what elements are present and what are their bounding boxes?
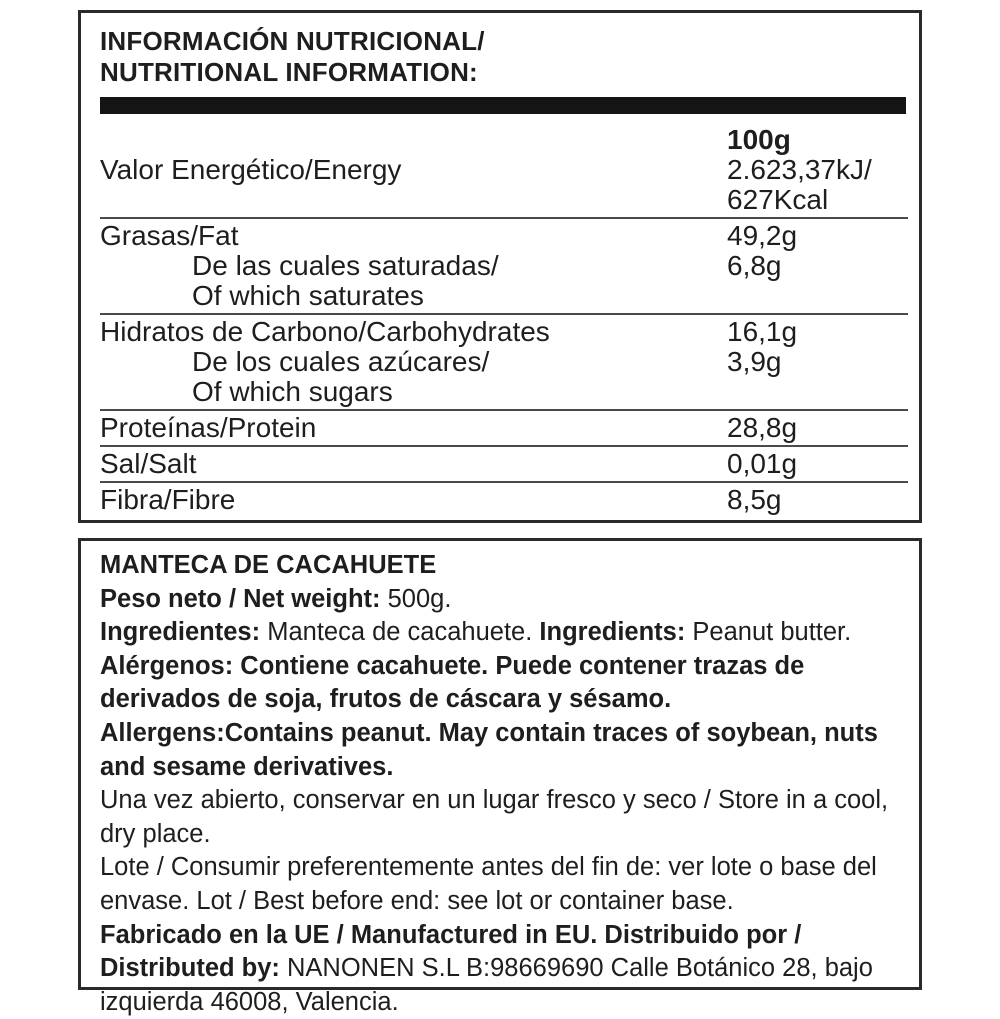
nutrition-panel-title <box>100 26 919 88</box>
row-label: Fibra/Fibre <box>100 484 236 515</box>
row-value: 8,5g <box>727 484 782 515</box>
ingredients-label-es: Ingredientes: <box>100 618 261 647</box>
column-header-100g: 100g <box>727 124 791 155</box>
row-label: Grasas/Fat <box>100 220 239 251</box>
net-weight-line <box>100 583 910 617</box>
nutrition-facts-panel <box>78 10 922 523</box>
row-label: Proteínas/Protein <box>100 412 317 443</box>
storage-line: Una vez abierto, conservar en un lugar fresco y seco / Store in a cool, dry place. <box>100 786 889 848</box>
distributor-value: NANONEN S.L B:98669690 Calle Botánico 28, bajo izquierda 46008, Valencia. <box>100 954 873 1016</box>
row-saturates <box>100 251 908 311</box>
ingredients-line <box>100 616 910 650</box>
row-separator <box>100 217 908 219</box>
table-header-row <box>100 125 908 155</box>
row-separator <box>100 313 908 315</box>
row-label: Valor Energético/Energy <box>100 154 402 185</box>
ingredients-label-en: Ingredients: <box>539 618 686 647</box>
product-info-panel <box>78 538 922 1016</box>
row-separator <box>100 445 908 447</box>
row-protein <box>100 413 908 443</box>
row-fat <box>100 221 908 251</box>
net-weight-label: Peso neto / Net weight: <box>100 584 381 613</box>
row-value <box>727 155 908 215</box>
sugars-label-en: Of which sugars <box>192 376 393 407</box>
saturates-label-es: De las cuales saturadas/ <box>192 250 499 281</box>
nutrition-title-line-en: NUTRITIONAL INFORMATION: <box>100 57 478 87</box>
saturates-label-en: Of which saturates <box>192 280 424 311</box>
row-value: 0,01g <box>727 448 798 479</box>
divider-bar <box>100 97 906 114</box>
row-label: Hidratos de Carbono/Carbohydrates <box>100 316 550 347</box>
distributor-label: Fabricado en la UE / Manufactured in EU. Distribuido por / Distributed by: <box>100 920 802 983</box>
nutrition-title-line-es: INFORMACIÓN NUTRICIONAL/ <box>100 26 485 56</box>
ingredients-value-es: Manteca de cacahuete. <box>260 618 540 647</box>
row-value: 6,8g <box>727 250 782 281</box>
row-value: 3,9g <box>727 346 782 377</box>
row-fibre <box>100 485 908 515</box>
row-separator <box>100 409 908 411</box>
allergens-es: Alérgenos: Contiene cacahuete. Puede contener trazas de derivados de soja, frutos de cáscara y sésamo. <box>100 651 805 714</box>
net-weight-value: 500g. <box>380 584 452 613</box>
row-separator <box>100 481 908 483</box>
allergens-en: Allergens:Contains peanut. May contain traces of soybean, nuts and sesame derivatives. <box>100 718 878 781</box>
ingredients-value-en: Peanut butter. <box>685 618 852 647</box>
row-sugars <box>100 347 908 407</box>
nutrition-table <box>100 125 908 515</box>
distributor-line <box>100 919 910 1019</box>
product-title: MANTECA DE CACAHUETE <box>100 551 437 579</box>
product-info-text <box>100 549 910 1019</box>
row-value: 28,8g <box>727 412 798 443</box>
energy-value-kj: 2.623,37kJ/ <box>727 154 872 185</box>
row-value: 49,2g <box>727 220 798 251</box>
row-salt <box>100 449 908 479</box>
row-energy <box>100 155 908 215</box>
sugars-label-es: De los cuales azúcares/ <box>192 346 490 377</box>
row-label: Sal/Salt <box>100 448 197 479</box>
row-label <box>100 251 727 311</box>
row-label <box>100 347 727 407</box>
energy-value-kcal: 627Kcal <box>727 184 829 215</box>
row-value: 16,1g <box>727 316 798 347</box>
lot-line: Lote / Consumir preferentemente antes del fin de: ver lote o base del envase. Lot / Best before end: see lot or container base. <box>100 853 877 915</box>
row-carbohydrates <box>100 317 908 347</box>
